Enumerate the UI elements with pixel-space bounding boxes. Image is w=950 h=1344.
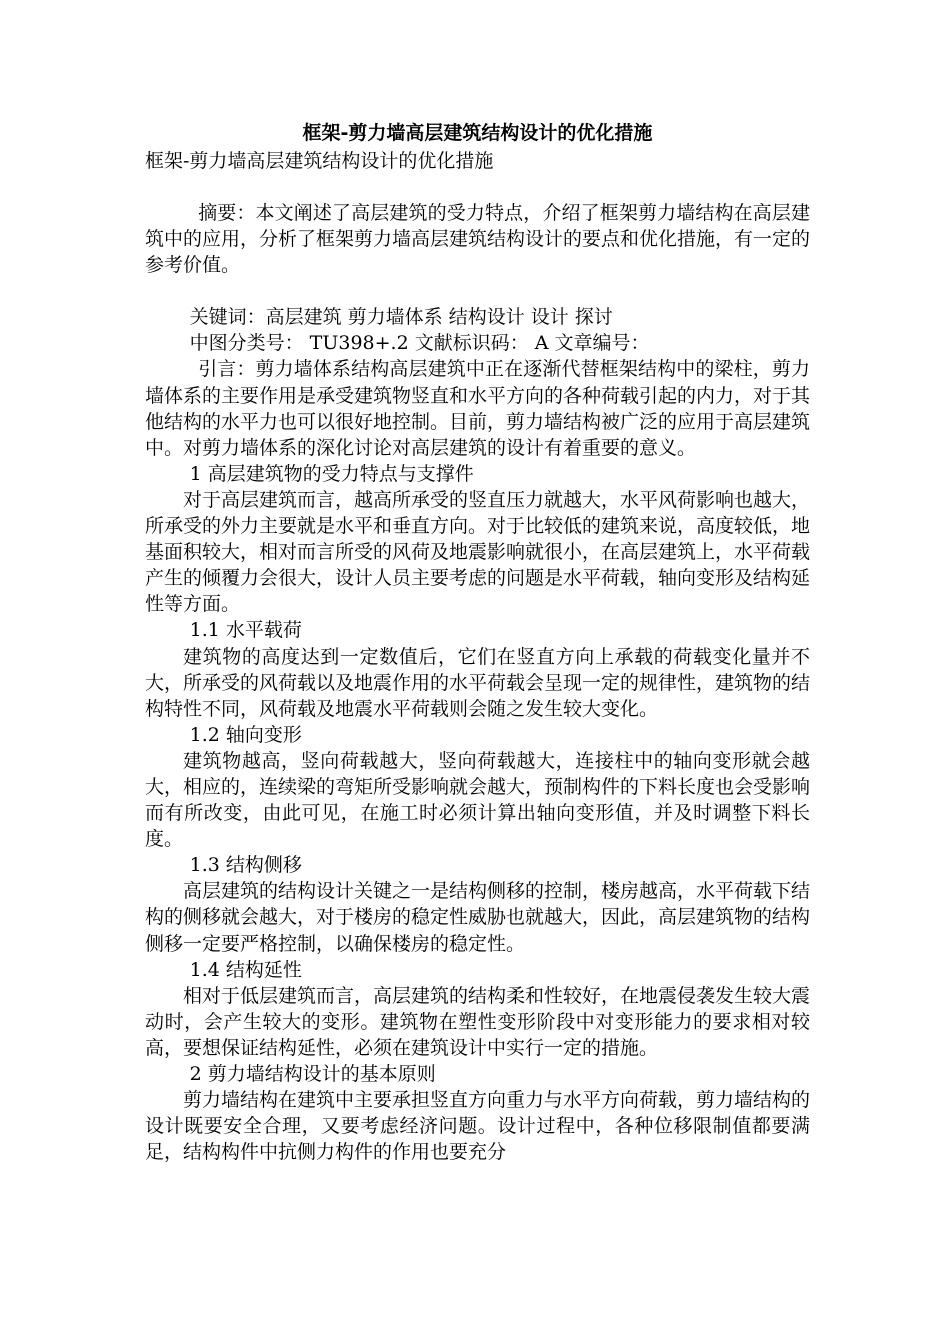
- section-1-4-paragraph: 相对于低层建筑而言，高层建筑的结构柔和性较好，在地震侵袭发生较大震动时，会产生较大的变形。建筑物在塑性变形阶段中对变形能力的要求相对较高，要想保证结构延性，必须在建筑设计中实行一定的措施。: [145, 984, 811, 1059]
- blank-line: [145, 278, 810, 304]
- section-1-3-heading: 1.3 结构侧移: [189, 854, 302, 877]
- section-1-paragraph: 对于高层建筑而言，越高所承受的竖直压力就越大，水平风荷影响也越大，所承受的外力主要就是水平和垂直方向。对于比较低的建筑来说，高度较低，地基面积较大，相对而言所受的风荷及地震影响就很小，在高层建筑上，水平荷载产生的倾覆力会很大，设计人员主要考虑的问题是水平荷载，轴向变形及结构延性等方面。: [145, 488, 811, 616]
- document-subtitle: 框架-剪力墙高层建筑结构设计的优化措施: [145, 150, 494, 172]
- keywords-line: 关键词：高层建筑 剪力墙体系 结构设计 设计 探讨: [189, 306, 613, 329]
- document-page: [145, 118, 810, 1165]
- section-1-heading: 1 高层建筑物的受力特点与支撑件: [189, 462, 474, 485]
- section-2-paragraph: 剪力墙结构在建筑中主要承担竖直方向重力与水平方向荷载，剪力墙结构的设计既要安全合理，又要考虑经济问题。设计过程中，各种位移限制值都要满足，结构构件中抗侧力构件的作用也要充分: [145, 1089, 811, 1164]
- blank-line: [145, 174, 810, 200]
- section-1-1-heading: 1.1 水平载荷: [189, 619, 302, 642]
- section-1-3-paragraph: 高层建筑的结构设计关键之一是结构侧移的控制，楼房越高，水平荷载下结构的侧移就会越大，对于楼房的稳定性威胁也就越大，因此，高层建筑物的结构侧移一定要严格控制，以确保楼房的稳定性。: [145, 880, 811, 955]
- section-2-heading: 2 剪力墙结构设计的基本原则: [189, 1063, 436, 1085]
- intro-paragraph: 引言：剪力墙体系结构高层建筑中正在逐渐代替框架结构中的梁柱，剪力墙体系的主要作用是承受建筑物竖直和水平方向的各种荷载引起的内力，对于其他结构的水平力也可以很好地控制。目前，剪力墙结构被广泛的应用于高层建筑中。对剪力墙体系的深化讨论对高层建筑的设计有着重要的意义。: [145, 358, 811, 459]
- section-1-1-paragraph: 建筑物的高度达到一定数值后，它们在竖直方向上承载的荷载变化量并不大，所承受的风荷载以及地震作用的水平荷载会呈现一定的规律性，建筑物的结构特性不同，风荷载及地震水平荷载则会随之发生较大变化。: [145, 645, 811, 720]
- abstract-paragraph: 摘要：本文阐述了高层建筑的受力特点，介绍了框架剪力墙结构在高层建筑中的应用，分析了框架剪力墙高层建筑结构设计的要点和优化措施，有一定的参考价值。: [145, 202, 811, 277]
- classification-line: 中图分类号： TU398+.2 文献标识码： A 文章编号：: [189, 332, 650, 355]
- section-1-2-paragraph: 建筑物越高，竖向荷载越大，竖向荷载越大，连接柱中的轴向变形就会越大，相应的，连续梁的弯矩所受影响就会越大，预制构件的下料长度也会受影响而有所改变，由此可见，在施工时必须计算出轴向变形值，并及时调整下料长度。: [145, 749, 811, 851]
- document-title: 框架-剪力墙高层建筑结构设计的优化措施: [302, 122, 653, 144]
- section-1-4-heading: 1.4 结构延性: [189, 958, 302, 981]
- section-1-2-heading: 1.2 轴向变形: [189, 723, 302, 746]
